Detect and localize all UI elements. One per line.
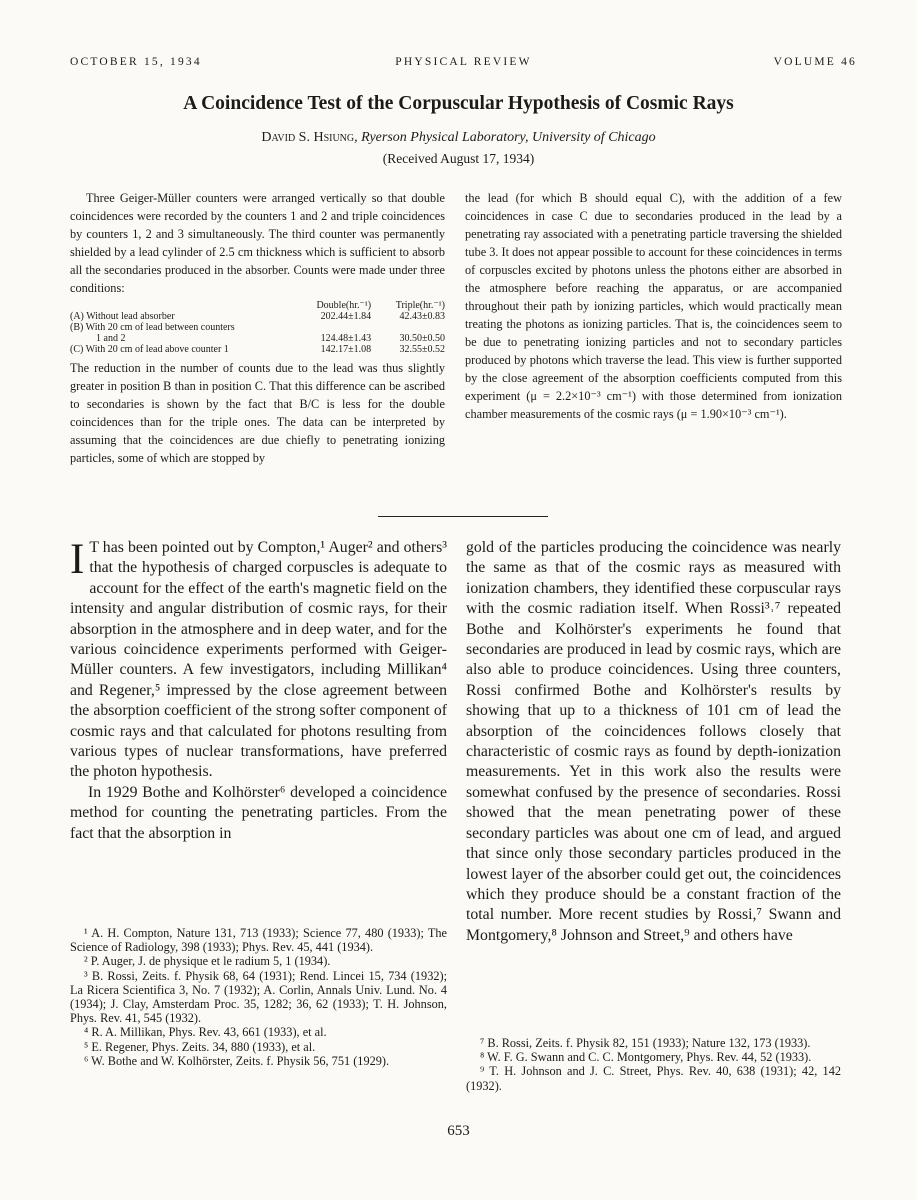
received-date: (Received August 17, 1934) [382,151,535,166]
table-header-row [70,300,445,311]
footnote: ⁷ B. Rossi, Zeits. f. Physik 82, 151 (1933); Nature 132, 173 (1933). [480,1036,811,1050]
running-head [70,56,857,76]
footnote: ⁹ T. H. Johnson and J. C. Street, Phys. Rev. 40, 638 (1931); 42, 142 (1932). [466,1064,841,1093]
author-affiliation: Ryerson Physical Laboratory, University of Chicago [361,130,656,145]
drop-cap: I [70,536,85,583]
issue-date: OCTOBER 15, 1934 [70,56,202,68]
section-divider [378,516,548,517]
footnote: ⁸ W. F. G. Swann and C. C. Montgomery, Phys. Rev. 44, 52 (1933). [480,1050,812,1065]
intro-paragraph [70,538,447,783]
row-label: (A) Without lead absorber [70,311,175,322]
rossi-paragraph: gold of the particles producing the coincidence was nearly the same as that of the cosmic rays as measured with ionization chambers, they identified these corpuscular rays with the cosmic radiation itself. When Rossi³˒⁷ repeated Bothe and Kolhörster's experiments he found that secondaries are produced in lead by cosmic rays, which are also able to produce coincidences. Using three counters, Rossi confirmed Bothe and Kolhörster's results by showing that up to a thickness of 101 cm of lead the absorption of the coincidences follows closely that characteristic of cosmic rays as found by depth-ionization measurements. Yet in this work also the results were somewhat confused by the presence of secondaries. Rossi showed that the mean penetrating power of these secondary particles was about one cm of lead, and argued that since only those secondary particles produced in the lowest layer of the absorber could get out, the coincidences which they produce should be a constant fraction of the total number. More recent studies by Rossi,⁷ Swann and Montgomery,⁸ Johnson and Street,⁹ and others have [466,539,841,944]
row-label: (B) With 20 cm of lead between counters [70,322,235,333]
journal-name: PHYSICAL REVIEW [395,56,532,68]
body-left-column [70,538,447,844]
footnote: ⁵ E. Regener, Phys. Zeits. 34, 880 (1933), et al. [84,1039,316,1054]
page-number: 653 [447,1123,470,1139]
abstract-left-column [70,189,445,467]
table-row [70,311,445,322]
row-label: (C) With 20 cm of lead above counter 1 [70,344,229,355]
column-header-triple: Triple(hr.⁻¹) [395,300,445,311]
bothe-paragraph: In 1929 Bothe and Kolhörster⁶ developed a coincidence method for counting the penetrating particles. From the fact that the absorption in [70,783,447,842]
triple-count: 32.55±0.52 [399,344,445,355]
column-header-double: Double(hr.⁻¹) [316,300,372,311]
footnote: ² P. Auger, J. de physique et le radium 5, 1 (1934). [84,954,331,969]
body-right-column [466,538,841,946]
intro-text: T has been pointed out by Compton,¹ Auger² and others³ that the hypothesis of charged corpuscles is adequate to account for the effect of the earth's magnetic field on the intensity and angular distribution of cosmic rays, for their absorption in the atmosphere and in deep water, and for the various coincidence experiments performed with Geiger-Müller counters. A few investigators, including Millikan⁴ and Regener,⁵ impressed by the close agreement between the absorption coefficient of the strong softer component of cosmic rays and that calculated for photons resulting from various types of nuclear transformations, have preferred the photon hypothesis. [70,539,447,781]
author-name: David S. Hsiung, [261,130,358,145]
footnotes-left [70,926,447,1068]
volume-number: VOLUME 46 [773,56,857,68]
abstract-intro: Three Geiger-Müller counters were arranged vertically so that double coincidences were recorded by the counters 1 and 2 and triple coincidences by counters 1, 2 and 3 simultaneously. The third counter was permanently shielded by a lead cylinder of 2.5 cm thickness which is sufficient to absorb all the secondaries produced in the absorber. Counts were made under three conditions: [70,191,445,295]
abstract-right-column [465,189,842,423]
footnotes-right [466,1036,841,1093]
double-count: 202.44±1.84 [320,311,372,322]
double-count: 124.48±1.43 [320,333,372,344]
triple-count: 42.43±0.83 [399,311,445,322]
abstract-continuation: The reduction in the number of counts due to the lead was thus slightly greater in position B than in position C. That this difference can be ascribed to secondaries is shown by the fact that B/C is less for the double coincidences than for the triple ones. The data can be interpreted by assuming that the coincidences are due chiefly to penetrating ionizing particles, some of which are stopped by [70,361,445,465]
table-row [70,322,445,333]
double-count: 142.17±1.08 [320,344,372,355]
conditions-table [70,300,445,355]
footnote: ⁴ R. A. Millikan, Phys. Rev. 43, 661 (1933), et al. [84,1025,327,1040]
footnote: ⁶ W. Bothe and W. Kolhörster, Zeits. f. Physik 56, 751 (1929). [84,1053,390,1068]
table-row [70,344,445,355]
row-label-continuation: 1 and 2 [96,333,126,344]
triple-count: 30.50±0.50 [399,333,445,344]
article-title: A Coincidence Test of the Corpuscular Hypothesis of Cosmic Rays [183,93,734,114]
byline [60,130,857,146]
abstract-conclusion: the lead (for which B should equal C), with the addition of a few coincidences in case C due to secondaries produced in the lead by a penetrating ray associated with a penetrating particle traversing the shielded tube 3. It does not appear possible to account for these coincidences in terms of corpuscles excited by photons unless the photons either are absorbed in the atmosphere before reaching the apparatus, or are accompanied throughout their path by ionizing particles, which would practically mean treating the photons as ionizing particles. That is, the coincidences seem to be due to penetrating ionizing particles and not to secondary particles produced by photons which traverse the lead. This view is further supported by the close agreement of the absorption coefficients computed from this experiment (μ = 2.2×10⁻³ cm⁻¹) with those determined from ionization chamber measurements of the cosmic rays (μ = 1.90×10⁻³ cm⁻¹). [465,191,842,421]
table-row [70,333,445,344]
footnote: ³ B. Rossi, Zeits. f. Physik 68, 64 (1931); Rend. Lincei 15, 734 (1932); La Ricera Scientifica 3, No. 7 (1932); A. Corlin, Annals Univ. Lund. No. 4 (1934); J. Clay, Amsterdam Proc. 35, 1282; 36, 62 (1933); T. H. Johnson, Phys. Rev. 41, 545 (1932). [70,968,447,1026]
footnote: ¹ A. H. Compton, Nature 131, 713 (1933); Science 77, 480 (1933); The Science of Radiology, 398 (1933); Phys. Rev. 45, 441 (1934). [70,926,447,955]
